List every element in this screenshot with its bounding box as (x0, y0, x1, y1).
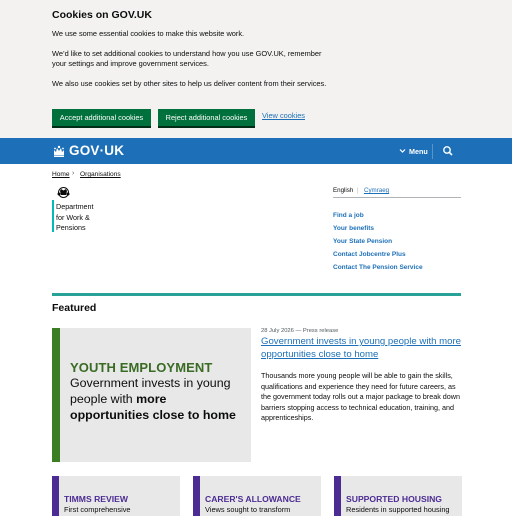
featured-card[interactable] (334, 476, 462, 516)
card-heading: CARER'S ALLOWANCE (205, 494, 301, 504)
featured-meta: 28 July 2026 — Press release (261, 328, 339, 334)
menu-button[interactable]: Menu (409, 147, 428, 156)
cookie-text-additional: We’d like to set additional cookies to understand how you use GOV.UK, remember your settings and improve government services. (52, 49, 322, 69)
breadcrumb-organisations[interactable]: Organisations (80, 171, 121, 178)
language-separator: | (357, 187, 359, 194)
featured-summary: Thousands more young people will be able to gain the skills, qualifications and experience they need for future careers, as the government today rolls out a major package to break down barriers stopping access to technical education, training, and apprenticeships. (261, 371, 460, 423)
featured-card[interactable] (193, 476, 321, 516)
breadcrumb-separator-icon: › (72, 170, 75, 177)
crown-icon (52, 144, 66, 158)
card-subtitle: First comprehensive (64, 505, 131, 514)
featured-image[interactable] (52, 328, 251, 462)
card-subtitle: Views sought to transform (205, 505, 291, 514)
quick-link-jobcentre-plus[interactable]: Contact Jobcentre Plus (333, 251, 406, 258)
card-subtitle: Residents in supported housing (346, 505, 450, 514)
language-welsh-link[interactable]: Cymraeg (364, 187, 390, 194)
search-icon[interactable] (442, 145, 454, 157)
card-accent (193, 476, 200, 516)
card-accent (334, 476, 341, 516)
card-heading: TIMMS REVIEW (64, 494, 128, 504)
featured-image-text: Government invests in young people with more opportunities close to home (70, 376, 236, 422)
featured-image-accent (52, 328, 60, 462)
featured-image-heading: YOUTH EMPLOYMENT (70, 360, 213, 375)
accept-cookies-button[interactable]: Accept additional cookies (52, 109, 151, 126)
govuk-logo[interactable]: GOV·UK (69, 143, 125, 158)
organisation-accent-bar (52, 200, 54, 232)
royal-crest-icon (56, 185, 71, 200)
language-divider (333, 197, 461, 198)
featured-top-rule (52, 293, 461, 296)
chevron-down-icon (399, 148, 406, 154)
cookie-banner-title: Cookies on GOV.UK (52, 9, 152, 21)
view-cookies-link[interactable]: View cookies (262, 111, 305, 120)
quick-link-pension-service[interactable]: Contact The Pension Service (333, 264, 423, 271)
breadcrumb-home[interactable]: Home (52, 171, 70, 178)
card-heading: SUPPORTED HOUSING (346, 494, 442, 504)
featured-card[interactable] (52, 476, 180, 516)
quick-link-state-pension[interactable]: Your State Pension (333, 238, 393, 245)
language-current: English (333, 187, 354, 194)
cookie-text-essential: We use some essential cookies to make this website work. (52, 29, 245, 38)
quick-link-your-benefits[interactable]: Your benefits (333, 225, 375, 232)
organisation-name: Department for Work & Pensions (56, 202, 94, 232)
featured-article-link[interactable]: Government invests in young people with more opportunities close to home (261, 336, 461, 360)
reject-cookies-button[interactable]: Reject additional cookies (158, 109, 255, 126)
quick-link-find-a-job[interactable]: Find a job (333, 212, 364, 219)
card-accent (52, 476, 59, 516)
cookie-text-third-party: We also use cookies set by other sites to help us deliver content from their services. (52, 79, 327, 88)
header-divider (432, 144, 433, 159)
featured-heading: Featured (52, 302, 97, 314)
